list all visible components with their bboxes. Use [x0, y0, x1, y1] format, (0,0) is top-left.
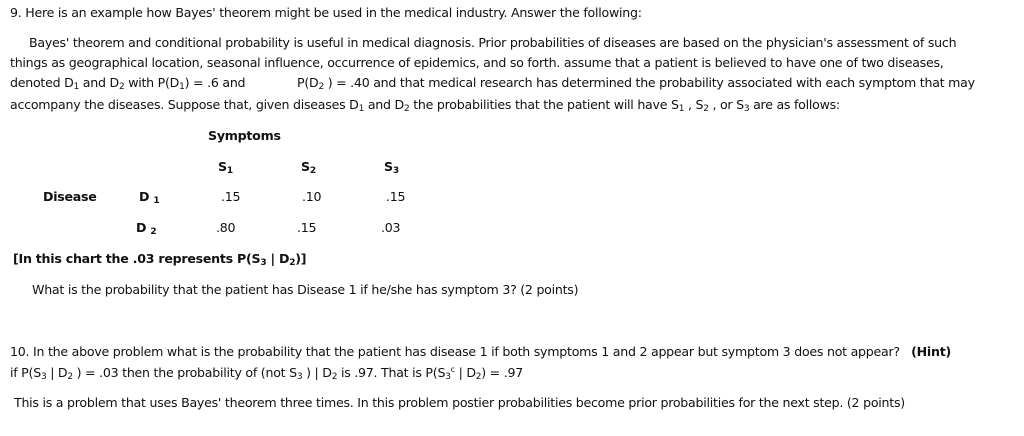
- table-cell: .03: [381, 220, 401, 235]
- table-cell: .15: [386, 189, 406, 204]
- hint-label: (Hint): [911, 344, 951, 359]
- column-header-s3: $S_3$: [384, 159, 399, 176]
- q9-paragraph-line-2: things as geographical location, seasonal influence, occurrence of epidemics, and so forth. assume that a patient is believed to have one of two diseases,: [10, 55, 944, 70]
- row-group-label: Disease: [43, 189, 97, 204]
- q9-paragraph-line-3b: $P(D_2$ ) = .40 and that medical research has determined the probability associated with each symptom that may: [297, 75, 975, 92]
- q10-line-1: 10. In the above problem what is the probability that the patient has disease 1 if both symptoms 1 and 2 appear but symptom 3 does not appear? (Hint): [10, 344, 951, 359]
- table-cell: .15: [297, 220, 317, 235]
- table-cell: .10: [302, 189, 322, 204]
- q9-paragraph-line-3a: denoted $D_1$ and $D_2$ with $P(D_1) = .6$ and: [10, 75, 246, 92]
- table-title: Symptoms: [208, 128, 281, 143]
- q10-line-2: if $P(S_3$ | $D_2$ ) = .03 then the probability of (not $S_3$ ) | $D_2$ is .97. That is $P(S_3^c$ | $D_2) = .97$: [10, 365, 524, 382]
- q9-heading: 9. Here is an example how Bayes' theorem might be used in the medical industry. Answer the following:: [10, 5, 642, 20]
- row-header-d1: D $_1$: [139, 189, 160, 206]
- table-cell: .80: [216, 220, 236, 235]
- q10-line-3: This is a problem that uses Bayes' theorem three times. In this problem postier probabilities become prior probabilities for the next step. (2 points): [14, 395, 905, 410]
- row-header-d2: D $_2$: [136, 220, 157, 237]
- table-note: [In this chart the .03 represents $P(S_3$ | $D_2$)]: [13, 251, 307, 268]
- column-header-s2: $S_2$: [301, 159, 316, 176]
- q9-paragraph-line-1: Bayes' theorem and conditional probability is useful in medical diagnosis. Prior probabilities of diseases are based on the physician's assessment of such: [29, 35, 957, 50]
- column-header-s1: $S_1$: [218, 159, 233, 176]
- q9-question: What is the probability that the patient has Disease 1 if he/she has symptom 3? (2 points): [32, 282, 579, 297]
- q9-paragraph-line-4: accompany the diseases. Suppose that, given diseases $D_1$ and $D_2$ the probabilities that the patient will have $S_1$ , $S_2$ , or $S_3$ are as follows:: [10, 97, 840, 114]
- table-cell: .15: [221, 189, 241, 204]
